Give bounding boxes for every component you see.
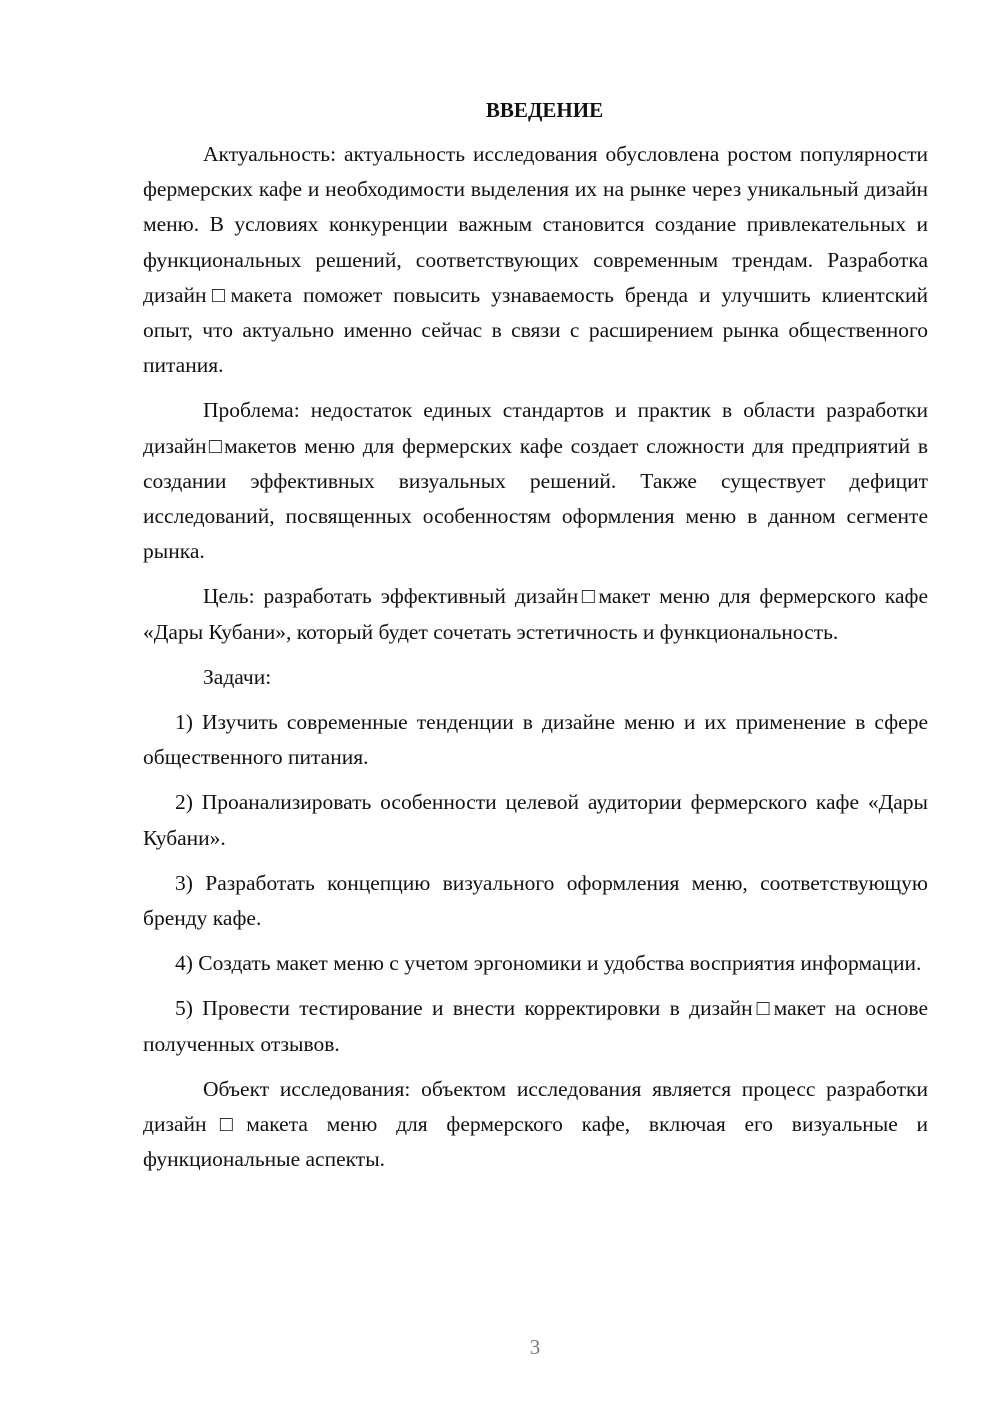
paragraph-object: Объект исследования: объектом исследования является процесс разработки дизайн□макета меню для фермерского кафе, включая его визуальные и функциональные аспекты.: [143, 1076, 928, 1172]
task-item-3: 3) Разработать концепцию визуального оформления меню, соответствующую бренду кафе.: [143, 870, 928, 931]
page-number: 3: [529, 1335, 541, 1359]
task-item-1: 1) Изучить современные тенденции в дизайне меню и их применение в сфере общественного питания.: [143, 710, 928, 770]
task-item-2: 2) Проанализировать особенности целевой аудитории фермерского кафе «Дары Кубани».: [143, 790, 928, 850]
task-item-4: 4) Создать макет меню с учетом эргономики и удобства восприятия информации.: [175, 951, 922, 976]
paragraph-problem: Проблема: недостаток единых стандартов и практик в области разработки дизайн□макетов меню для фермерских кафе создает сложности для предприятий в создании эффективных визуальных решений. Также существует дефицит исследований, посвященных особенностям оформления меню в данном сегменте рынка.: [143, 398, 928, 564]
task-item-5: 5) Провести тестирование и внести корректировки в дизайн□макет на основе полученных отзывов.: [143, 996, 928, 1056]
page-content: [143, 95, 928, 1177]
section-title: ВВЕДЕНИЕ: [485, 98, 604, 122]
paragraph-goal: Цель: разработать эффективный дизайн□макет меню для фермерского кафе «Дары Кубани», который будет сочетать эстетичность и функциональность.: [143, 584, 928, 644]
paragraph-relevance: Актуальность: актуальность исследования обусловлена ростом популярности фермерских кафе и необходимости выделения их на рынке через уникальный дизайн меню. В условиях конкуренции важным становится создание привлекательных и функциональных решений, соответствующих современным трендам. Разработка дизайн□макета поможет повысить узнаваемость бренда и улучшить клиентский опыт, что актуально именно сейчас в связи с расширением рынка общественного питания.: [143, 142, 928, 378]
tasks-heading: Задачи:: [203, 664, 272, 689]
